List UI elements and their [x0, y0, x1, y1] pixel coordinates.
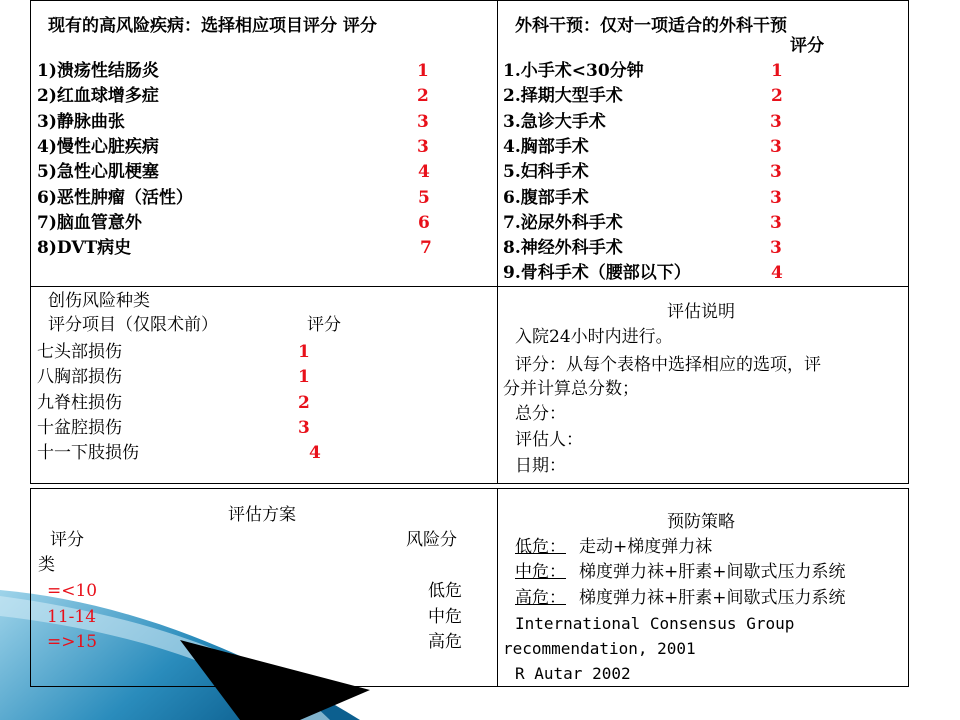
surgery-score: 3: [770, 111, 782, 132]
assessment-note-line2b: 分并计算总分数；: [503, 379, 639, 399]
reference-line3: R Autar 2002: [515, 664, 631, 683]
surgical-score-header: 评分: [790, 36, 824, 56]
surgery-label: 7.泌尿外科手术: [503, 212, 623, 233]
plan-score-range: 11-14: [47, 606, 97, 627]
disease-score: 3: [417, 111, 429, 132]
plan-risk-level: 高危: [428, 632, 462, 652]
prevention-measure: 梯度弹力袜+肝素+间歇式压力系统: [579, 562, 846, 583]
surgery-score: 1: [771, 61, 783, 81]
assessment-note-line2a: 评分：从每个表格中选择相应的选项，评: [515, 355, 821, 375]
disease-label: 7)脑血管意外: [37, 212, 142, 233]
surgery-label: 5.妇科手术: [503, 162, 589, 183]
assessment-total-label: 总分：: [515, 404, 566, 424]
disease-label: 3)静脉曲张: [37, 111, 125, 132]
plan-risk-header-wrap: 类: [38, 555, 55, 575]
trauma-score: 4: [309, 443, 321, 464]
trauma-risk-title: 创伤风险种类: [48, 291, 150, 311]
surgery-label: 6.腹部手术: [503, 187, 589, 208]
trauma-score: 3: [298, 417, 310, 438]
trauma-items-header: 评分项目（仅限术前）: [48, 315, 218, 335]
surgery-score: 3: [770, 187, 782, 208]
disease-label: 4)慢性心脏疾病: [37, 136, 159, 157]
disease-score: 4: [418, 162, 430, 183]
disease-score: 3: [417, 136, 429, 157]
disease-label: 2)红血球增多症: [37, 86, 159, 107]
assessment-plan-title: 评估方案: [228, 505, 296, 525]
trauma-label: 八胸部损伤: [37, 367, 122, 388]
plan-risk-level: 低危: [428, 581, 462, 601]
surgery-score: 4: [771, 263, 783, 284]
surgery-label: 3.急诊大手术: [503, 111, 606, 132]
surgery-label: 2.择期大型手术: [503, 86, 623, 107]
reference-line2: recommendation, 2001: [503, 639, 696, 658]
trauma-label: 九脊柱损伤: [37, 392, 122, 413]
disease-label: 5)急性心肌梗塞: [37, 162, 159, 183]
trauma-label: 十一下肢损伤: [37, 443, 139, 464]
disease-label: 1)溃疡性结肠炎: [37, 61, 159, 81]
disease-label: 8)DVT病史: [37, 238, 132, 259]
trauma-label: 七头部损伤: [37, 342, 122, 362]
disease-score: 1: [417, 61, 429, 81]
surgery-label: 4.胸部手术: [503, 136, 589, 157]
assessment-assessor-label: 评估人：: [515, 430, 583, 450]
surgery-score: 3: [770, 212, 782, 233]
prevention-measure: 走动+梯度弹力袜: [579, 537, 713, 557]
trauma-label: 十盆腔损伤: [37, 417, 122, 438]
disease-score: 5: [418, 187, 430, 208]
plan-score-range: =>15: [47, 632, 98, 652]
surgery-score: 3: [770, 238, 782, 259]
surgery-label: 1.小手术<30分钟: [503, 61, 644, 81]
high-risk-diseases-title: 现有的高风险疾病：选择相应项目评分 评分: [48, 16, 377, 36]
prevention-risk-level: 低危：: [515, 537, 566, 557]
plan-risk-level: 中危: [428, 606, 462, 627]
prevention-risk-level: 中危：: [515, 562, 566, 583]
surgery-label: 9.骨科手术（腰部以下）: [503, 263, 691, 284]
disease-score: 6: [418, 212, 430, 233]
plan-score-range: =<10: [47, 581, 98, 601]
plan-score-header: 评分: [50, 530, 84, 550]
reference-line1: International Consensus Group: [515, 614, 795, 633]
surgery-label: 8.神经外科手术: [503, 238, 623, 259]
trauma-score: 1: [298, 367, 310, 388]
trauma-score: 1: [298, 342, 310, 362]
prevention-measure: 梯度弹力袜+肝素+间歇式压力系统: [579, 587, 846, 608]
assessment-date-label: 日期：: [515, 456, 566, 476]
assessment-notes-title: 评估说明: [667, 302, 735, 322]
disease-label: 6)恶性肿瘤（活性）: [37, 187, 193, 208]
prevention-risk-level: 高危：: [515, 587, 566, 608]
surgery-score: 3: [770, 162, 782, 183]
prevention-strategy-title: 预防策略: [667, 512, 735, 532]
surgery-score: 3: [770, 136, 782, 157]
assessment-note-line1: 入院24小时内进行。: [515, 327, 673, 347]
surgical-intervention-title: 外科干预：仅对一项适合的外科干预: [515, 16, 787, 36]
disease-score: 2: [417, 86, 429, 107]
surgery-score: 2: [771, 86, 783, 107]
trauma-score: 2: [298, 392, 310, 413]
disease-score: 7: [420, 238, 432, 259]
plan-risk-header: 风险分: [406, 530, 457, 550]
trauma-score-header: 评分: [307, 315, 341, 335]
